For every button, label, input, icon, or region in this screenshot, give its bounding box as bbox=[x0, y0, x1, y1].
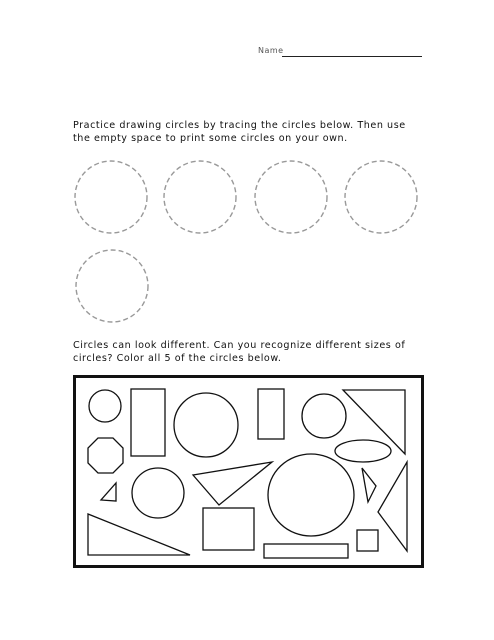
small-triangle[interactable] bbox=[101, 483, 116, 501]
trace-circle[interactable] bbox=[76, 250, 148, 322]
right-triangle[interactable] bbox=[343, 390, 405, 454]
medium-circle[interactable] bbox=[174, 393, 238, 457]
trace-circle[interactable] bbox=[75, 161, 147, 233]
large-circle[interactable] bbox=[268, 454, 354, 536]
large-triangle[interactable] bbox=[88, 514, 190, 555]
long-flat-rectangle[interactable] bbox=[264, 544, 348, 558]
name-label: Name bbox=[258, 46, 284, 55]
coloring-instructions: Circles can look different. Can you recognize different sizes of circles? Color all 5 of the circles below. bbox=[73, 340, 406, 364]
small-square[interactable] bbox=[357, 530, 378, 551]
octagon-shape[interactable] bbox=[88, 438, 123, 473]
oval-shape[interactable] bbox=[302, 394, 346, 438]
trace-circle[interactable] bbox=[164, 161, 236, 233]
trace-circle[interactable] bbox=[255, 161, 327, 233]
small-circle[interactable] bbox=[89, 390, 121, 422]
circle-shape[interactable] bbox=[132, 468, 184, 518]
shapes-box bbox=[73, 375, 424, 568]
tall-rectangle[interactable] bbox=[131, 389, 165, 456]
shapes-drawing bbox=[76, 378, 421, 565]
trace-circle[interactable] bbox=[345, 161, 417, 233]
wide-oval[interactable] bbox=[335, 440, 391, 462]
tracing-instructions: Practice drawing circles by tracing the circles below. Then use the empty space to print some circles on your own. bbox=[73, 120, 406, 144]
sliver-triangle[interactable] bbox=[378, 462, 407, 551]
small-tall-rectangle[interactable] bbox=[258, 389, 284, 439]
skinny-triangle[interactable] bbox=[362, 468, 376, 502]
thin-triangle[interactable] bbox=[193, 462, 272, 505]
square-shape[interactable] bbox=[203, 508, 254, 550]
